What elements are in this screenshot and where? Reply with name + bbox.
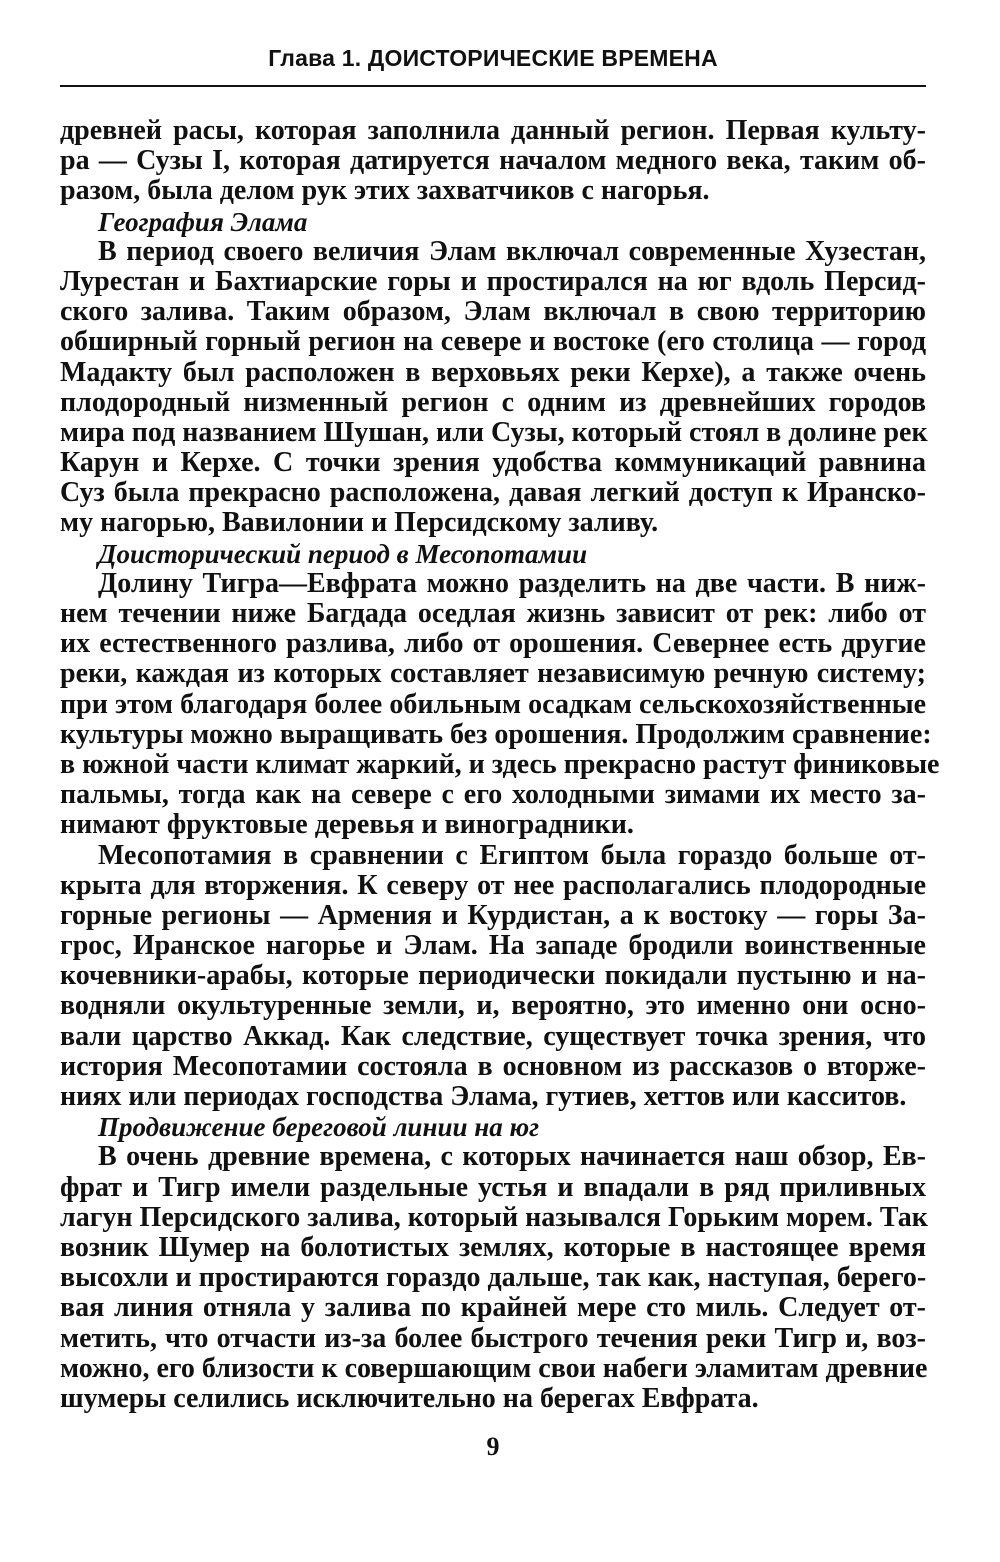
- section-heading-mesopotamia-prehistory: Доисторический период в Месопотамии: [98, 538, 588, 569]
- text-line: высохли и простираются гораздо дальше, так как, наступая, берего-: [60, 1262, 927, 1294]
- text-line: крыта для вторжения. К северу от нее располагались плодородные: [60, 869, 926, 901]
- text-line: вали царство Аккад. Как следствие, существует точка зрения, что: [60, 1020, 926, 1052]
- text-line: пальмы, тогда как на севере с его холодными зимами их место за-: [60, 779, 926, 811]
- text-line: шумеры селились исключительно на берегах Евфрата.: [60, 1382, 759, 1414]
- text-line: Карун и Керхе. С точки зрения удобства коммуникаций равнина: [60, 447, 926, 479]
- text-line: мира под названием Шушан, или Сузы, который стоял в долине рек: [60, 416, 928, 448]
- text-line: вая линия отняла у залива по крайней мере сто миль. Следует от-: [60, 1292, 926, 1324]
- running-head: Глава 1. ДОИСТОРИЧЕСКИЕ ВРЕМЕНА: [268, 45, 718, 71]
- text-line: возник Шумер на болотистых землях, которые в настоящее время: [60, 1231, 926, 1263]
- text-line: Мадакту был расположен в верховьях реки Керхе), а также очень: [60, 356, 926, 388]
- text-line: нем течении ниже Багдада оседлая жизнь зависит от рек: либо от: [60, 598, 926, 629]
- text-line: реки, каждая из которых составляет независимую речную систему;: [60, 658, 926, 690]
- text-line: фрат и Тигр имели раздельные устья и впадали в ряд приливных: [60, 1171, 926, 1203]
- text-line: му нагорью, Вавилонии и Персидскому заливу.: [60, 507, 659, 539]
- text-line: обширный горный регион на севере и востоке (его столица — город: [60, 326, 926, 358]
- body-text: [60, 115, 940, 1414]
- text-line: ского залива. Таким образом, Элам включал в свою территорию: [60, 296, 926, 328]
- text-line: культуры можно выращивать без орошения. Продолжим сравнение:: [60, 718, 932, 750]
- page-number: 9: [486, 1432, 500, 1461]
- text-line: плодородный низменный регион с одним из древнейших городов: [60, 386, 926, 418]
- header-rule: [60, 85, 926, 87]
- section-heading-coastline: Продвижение береговой линии на юг: [98, 1112, 540, 1143]
- text-line: ра — Сузы I, которая датируется началом медного века, таким об-: [60, 145, 926, 177]
- text-line: в южной части климат жаркий, и здесь прекрасно растут финиковые: [60, 748, 940, 780]
- text-line: В очень древние времена, с которых начинается наш обзор, Ев-: [98, 1141, 926, 1173]
- text-line: можно, его близости к совершающим свои набеги эламитам древние: [60, 1352, 928, 1384]
- text-line: Лурестан и Бахтиарские горы и простирался на юг вдоль Персид-: [60, 265, 926, 297]
- text-line: древней расы, которая заполнила данный регион. Первая культу-: [60, 115, 926, 146]
- text-line: грос, Иранское нагорье и Элам. На западе бродили воинственные: [60, 930, 926, 962]
- text-line: Долину Тигра—Евфрата можно разделить на две части. В ниж-: [98, 567, 926, 599]
- text-line: метить, что отчасти из-за более быстрого течения реки Тигр и, воз-: [60, 1322, 926, 1354]
- text-line: В период своего величия Элам включал современные Хузестан,: [98, 235, 926, 267]
- section-heading-elam-geography: География Элама: [98, 206, 308, 237]
- text-line: горные регионы — Армения и Курдистан, а к востоку — горы За-: [60, 899, 926, 931]
- text-line: нимают фруктовые деревья и виноградники.: [60, 809, 634, 841]
- text-line: история Месопотамии состояла в основном из рассказов о вторже-: [60, 1050, 926, 1082]
- text-line: при этом благодаря более обильным осадкам сельскохозяйственные: [60, 688, 926, 720]
- text-line: Суз была прекрасно расположена, давая легкий доступ к Иранско-: [60, 477, 926, 509]
- text-line: водняли окультуренные земли, и, вероятно, это именно они осно-: [60, 990, 926, 1022]
- text-line: их естественного разлива, либо от орошения. Севернее есть другие: [60, 628, 926, 660]
- text-line: лагун Персидского залива, который назывался Горьким морем. Так: [60, 1201, 928, 1233]
- text-line: ниях или периодах господства Элама, гутиев, хеттов или касситов.: [60, 1081, 907, 1112]
- text-line: кочевники-арабы, которые периодически покидали пустыню и на-: [60, 960, 926, 992]
- text-line: разом, была делом рук этих захватчиков с нагорья.: [60, 175, 710, 207]
- text-line: Месопотамия в сравнении с Египтом была гораздо больше от-: [98, 839, 926, 871]
